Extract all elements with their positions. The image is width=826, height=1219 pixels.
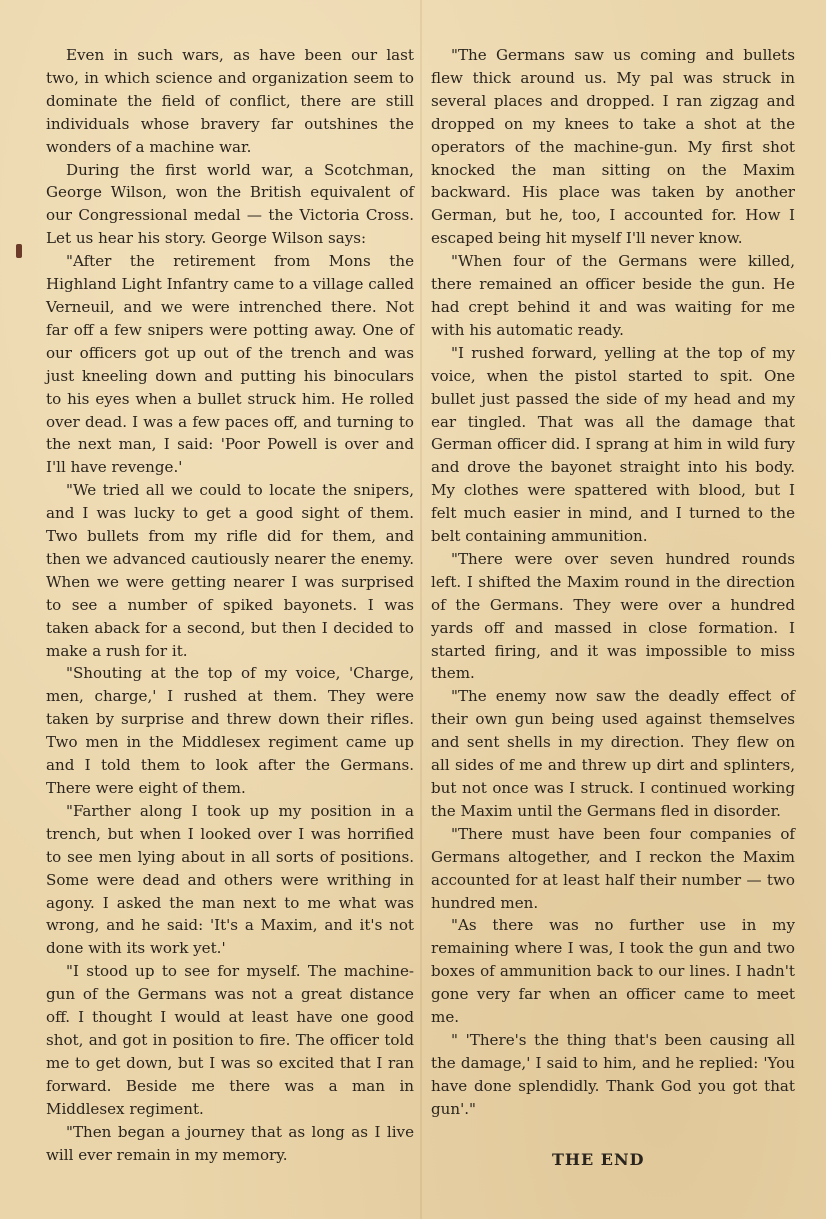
left-paragraph-6: "Farther along I took up my position in a trench, but when I looked over I was horrified to see men lying about in all sorts of positions. Some were dead and others were writhing in agony. I asked the man next to me what was wrong, and he said: 'It's a Maxim, and it's not done with its work yet.' xyxy=(46,801,414,958)
left-paragraph-1: Even in such wars, as have been our last two, in which science and organization seem to dominate the field of conflict, there are still individuals whose bravery far outshines the wonders of a machine war. xyxy=(46,46,414,156)
left-paragraph-4: "We tried all we could to locate the snipers, and I was lucky to get a good sight of them. Two bullets from my rifle did for them, and then we advanced cautiously nearer the enemy. When we were getting nearer I was surprised to see a number of spiked bayonets. I was taken aback for a second, but then I decided to make a rush for it. xyxy=(46,481,414,660)
right-paragraph-8: " 'There's the thing that's been causing all the damage,' I said to him, and he replied: 'You have done splendidly. Thank God you got that gun'." xyxy=(431,1030,795,1118)
right-paragraph-6: "There must have been four companies of Germans altogether, and I reckon the Maxim accounted for at least half their number — two hundred men. xyxy=(431,824,795,912)
left-column xyxy=(46,44,414,1166)
right-paragraph-3: "I rushed forward, yelling at the top of my voice, when the pistol started to spit. One bullet just passed the side of my head and my ear tingled. That was all the damage that German officer did. I sprang at him in wild fury and drove the bayonet straight into his body. My clothes were spattered with blood, but I felt much easier in mind, and I turned to the belt containing ammunition. xyxy=(431,343,795,546)
right-paragraph-2: "When four of the Germans were killed, there remained an officer beside the gun. He had crept behind it and was waiting for me with his automatic ready. xyxy=(431,252,795,339)
margin-ink-mark xyxy=(16,244,22,258)
left-paragraph-7: "I stood up to see for myself. The machine-gun of the Germans was not a great distance off. I thought I would at least have one good shot, and got in position to fire. The officer told me to get down, but I was so excited that I ran forward. Beside me there was a man in Middlesex regiment. xyxy=(46,962,414,1118)
the-end-label: THE END xyxy=(552,1150,645,1169)
right-paragraph-1: "The Germans saw us coming and bullets flew thick around us. My pal was struck in several places and dropped. I ran zigzag and dropped on my knees to take a shot at the operators of the machine-gun. My first shot knocked the man sitting on the Maxim backward. His place was taken by another German, but he, too, I accounted for. How I escaped being hit myself I'll never know. xyxy=(431,46,795,248)
page-fold xyxy=(420,0,422,1219)
right-paragraph-7: "As there was no further use in my remaining where I was, I took the gun and two boxes of ammunition back to our lines. I hadn't gone very far when an officer came to meet me. xyxy=(431,916,795,1027)
left-paragraph-8: "Then began a journey that as long as I live will ever remain in my memory. xyxy=(46,1122,414,1164)
right-paragraph-5: "The enemy now saw the deadly effect of their own gun being used against themselves and sent shells in my direction. They flew on all sides of me and threw up dirt and splinters, but not once was I struck. I continued working the Maxim until the Germans fled in disorder. xyxy=(431,687,795,820)
left-paragraph-3: "After the retirement from Mons the Highland Light Infantry came to a village called Verneuil, and we were intrenched there. Not far off a few snipers were potting away. One of our officers got up out of the trench and was just kneeling down and putting his binoculars to his eyes when a bullet struck him. He rolled over dead. I was a few paces off, and turning to the next man, I said: 'Poor Powell is over and I'll have revenge.' xyxy=(46,252,414,477)
right-paragraph-4: "There were over seven hundred rounds left. I shifted the Maxim round in the direction of the Germans. They were over a hundred yards off and massed in close formation. I started firing, and it was impossible to miss them. xyxy=(431,549,795,683)
left-paragraph-5: "Shouting at the top of my voice, 'Charge, men, charge,' I rushed at them. They were taken by surprise and threw down their rifles. Two men in the Middlesex regiment came up and I told them to look after the Germans. There were eight of them. xyxy=(46,664,414,797)
right-column xyxy=(431,44,795,1121)
left-paragraph-2: During the first world war, a Scotchman, George Wilson, won the British equivalent of our Congressional medal — the Victoria Cross. Let us hear his story. George Wilson says: xyxy=(46,160,414,248)
